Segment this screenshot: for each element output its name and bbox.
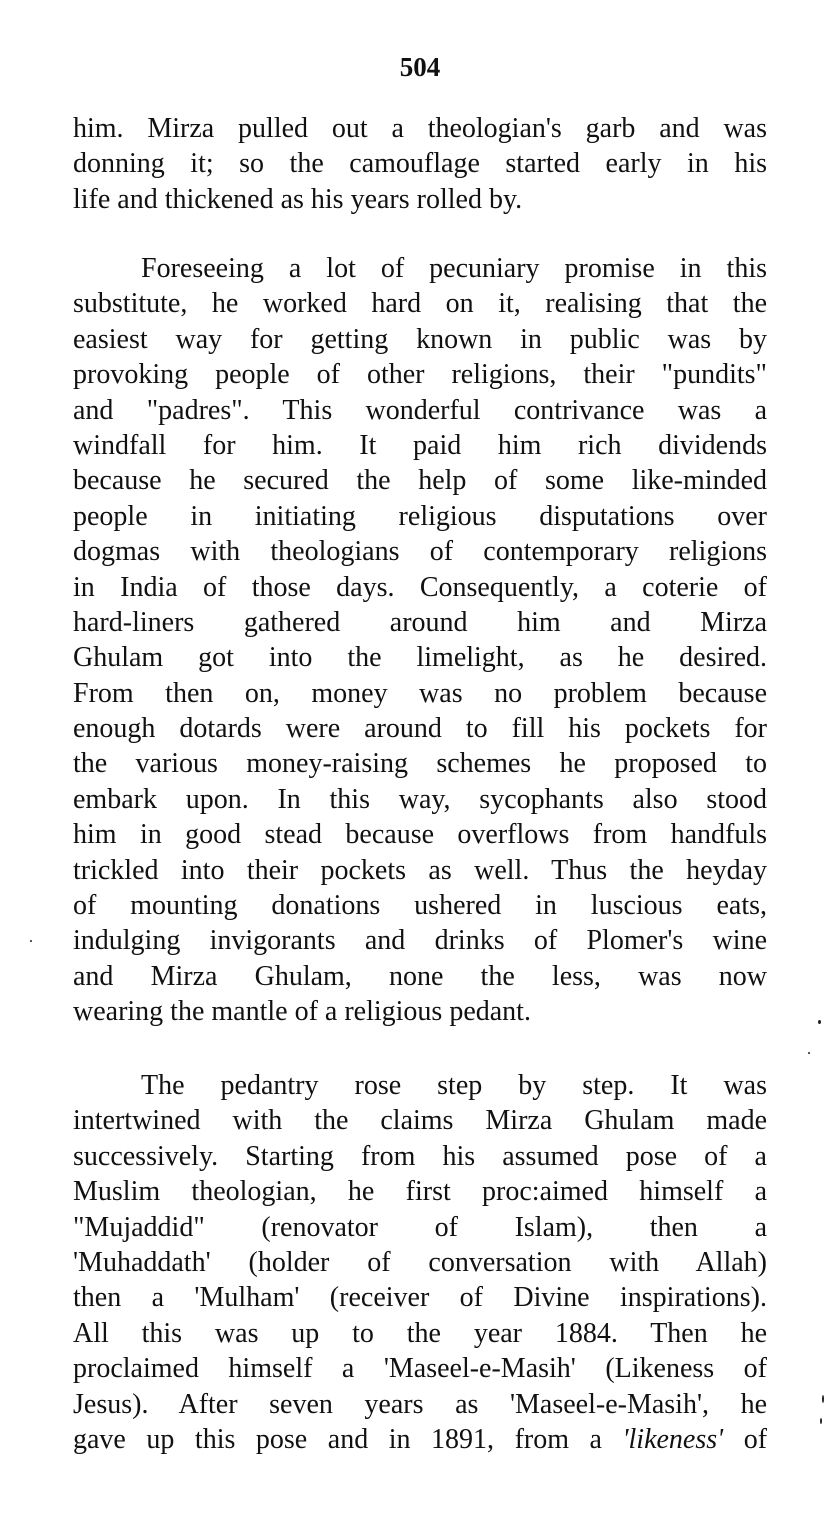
text-line: people in initiating religious disputations over: [73, 500, 767, 532]
text-line: From then on, money was no problem because: [73, 677, 767, 709]
text-line: dogmas with theologians of contemporary religions: [73, 536, 767, 568]
text-line: "Mujaddid" (renovator of Islam), then a: [73, 1211, 767, 1243]
text-line: wearing the mantle of a religious pedant.: [73, 996, 531, 1028]
text-line: windfall for him. It paid him rich dividends: [73, 429, 767, 461]
scan-speck: [808, 1052, 810, 1054]
text-line: of mounting donations ushered in luscious eats,: [73, 890, 767, 922]
text-line: then a 'Mulham' (receiver of Divine inspirations).: [73, 1282, 767, 1314]
text-line: proclaimed himself a 'Maseel-e-Masih' (Likeness of: [73, 1353, 767, 1385]
text-line: donning it; so the camouflage started early in his: [73, 148, 767, 180]
text-line: easiest way for getting known in public was by: [73, 323, 767, 355]
text-line: Muslim theologian, he first proc:aimed himself a: [73, 1176, 767, 1208]
text-line-final: [73, 1422, 767, 1457]
text-line: indulging invigorants and drinks of Plomer's wine: [73, 925, 767, 957]
text-line: because he secured the help of some like-minded: [73, 465, 767, 497]
text-line: and Mirza Ghulam, none the less, was now: [73, 960, 767, 992]
text-line: Ghulam got into the limelight, as he desired.: [73, 642, 767, 674]
paragraph-1: [73, 111, 767, 217]
text-line: hard-liners gathered around him and Mirza: [73, 606, 767, 638]
text-line: embark upon. In this way, sycophants also stood: [73, 783, 767, 815]
text-line: provoking people of other religions, their "pundits": [73, 359, 767, 391]
text-line: 'Muhaddath' (holder of conversation with Allah): [73, 1246, 767, 1278]
text-line: intertwined with the claims Mirza Ghulam made: [73, 1105, 767, 1137]
scan-speck: [30, 940, 32, 942]
text-line: Foreseeing a lot of pecuniary promise in this: [141, 253, 767, 284]
text-line: in India of those days. Consequently, a coterie of: [73, 571, 767, 603]
scan-speck: [822, 1395, 824, 1403]
text-line: the various money-raising schemes he proposed to: [73, 748, 767, 780]
text-line: All this was up to the year 1884. Then he: [73, 1317, 767, 1349]
text-line: trickled into their pockets as well. Thus the heyday: [73, 854, 767, 886]
scan-speck: [820, 1418, 822, 1424]
text-line: enough dotards were around to fill his pockets for: [73, 713, 767, 745]
paragraph-3: [73, 1068, 767, 1457]
italic-word: 'likeness': [622, 1423, 724, 1455]
text-fragment: gave up this pose and in 1891, from a: [73, 1423, 602, 1455]
paragraph-2: [73, 251, 767, 1030]
text-line: successively. Starting from his assumed pose of a: [73, 1140, 767, 1172]
text-line: life and thickened as his years rolled by.: [73, 183, 523, 215]
text-line: Jesus). After seven years as 'Maseel-e-Masih', he: [73, 1388, 767, 1420]
scan-speck: [818, 1020, 821, 1024]
text-line: him in good stead because overflows from handfuls: [73, 819, 767, 851]
text-line: him. Mirza pulled out a theologian's garb and was: [73, 113, 767, 144]
text-line: substitute, he worked hard on it, realising that the: [73, 288, 767, 320]
text-line: and "padres". This wonderful contrivance was a: [73, 394, 767, 426]
text-fragment: of: [743, 1423, 767, 1455]
page-number: 504: [399, 52, 441, 82]
text-line: The pedantry rose step by step. It was: [141, 1070, 767, 1101]
